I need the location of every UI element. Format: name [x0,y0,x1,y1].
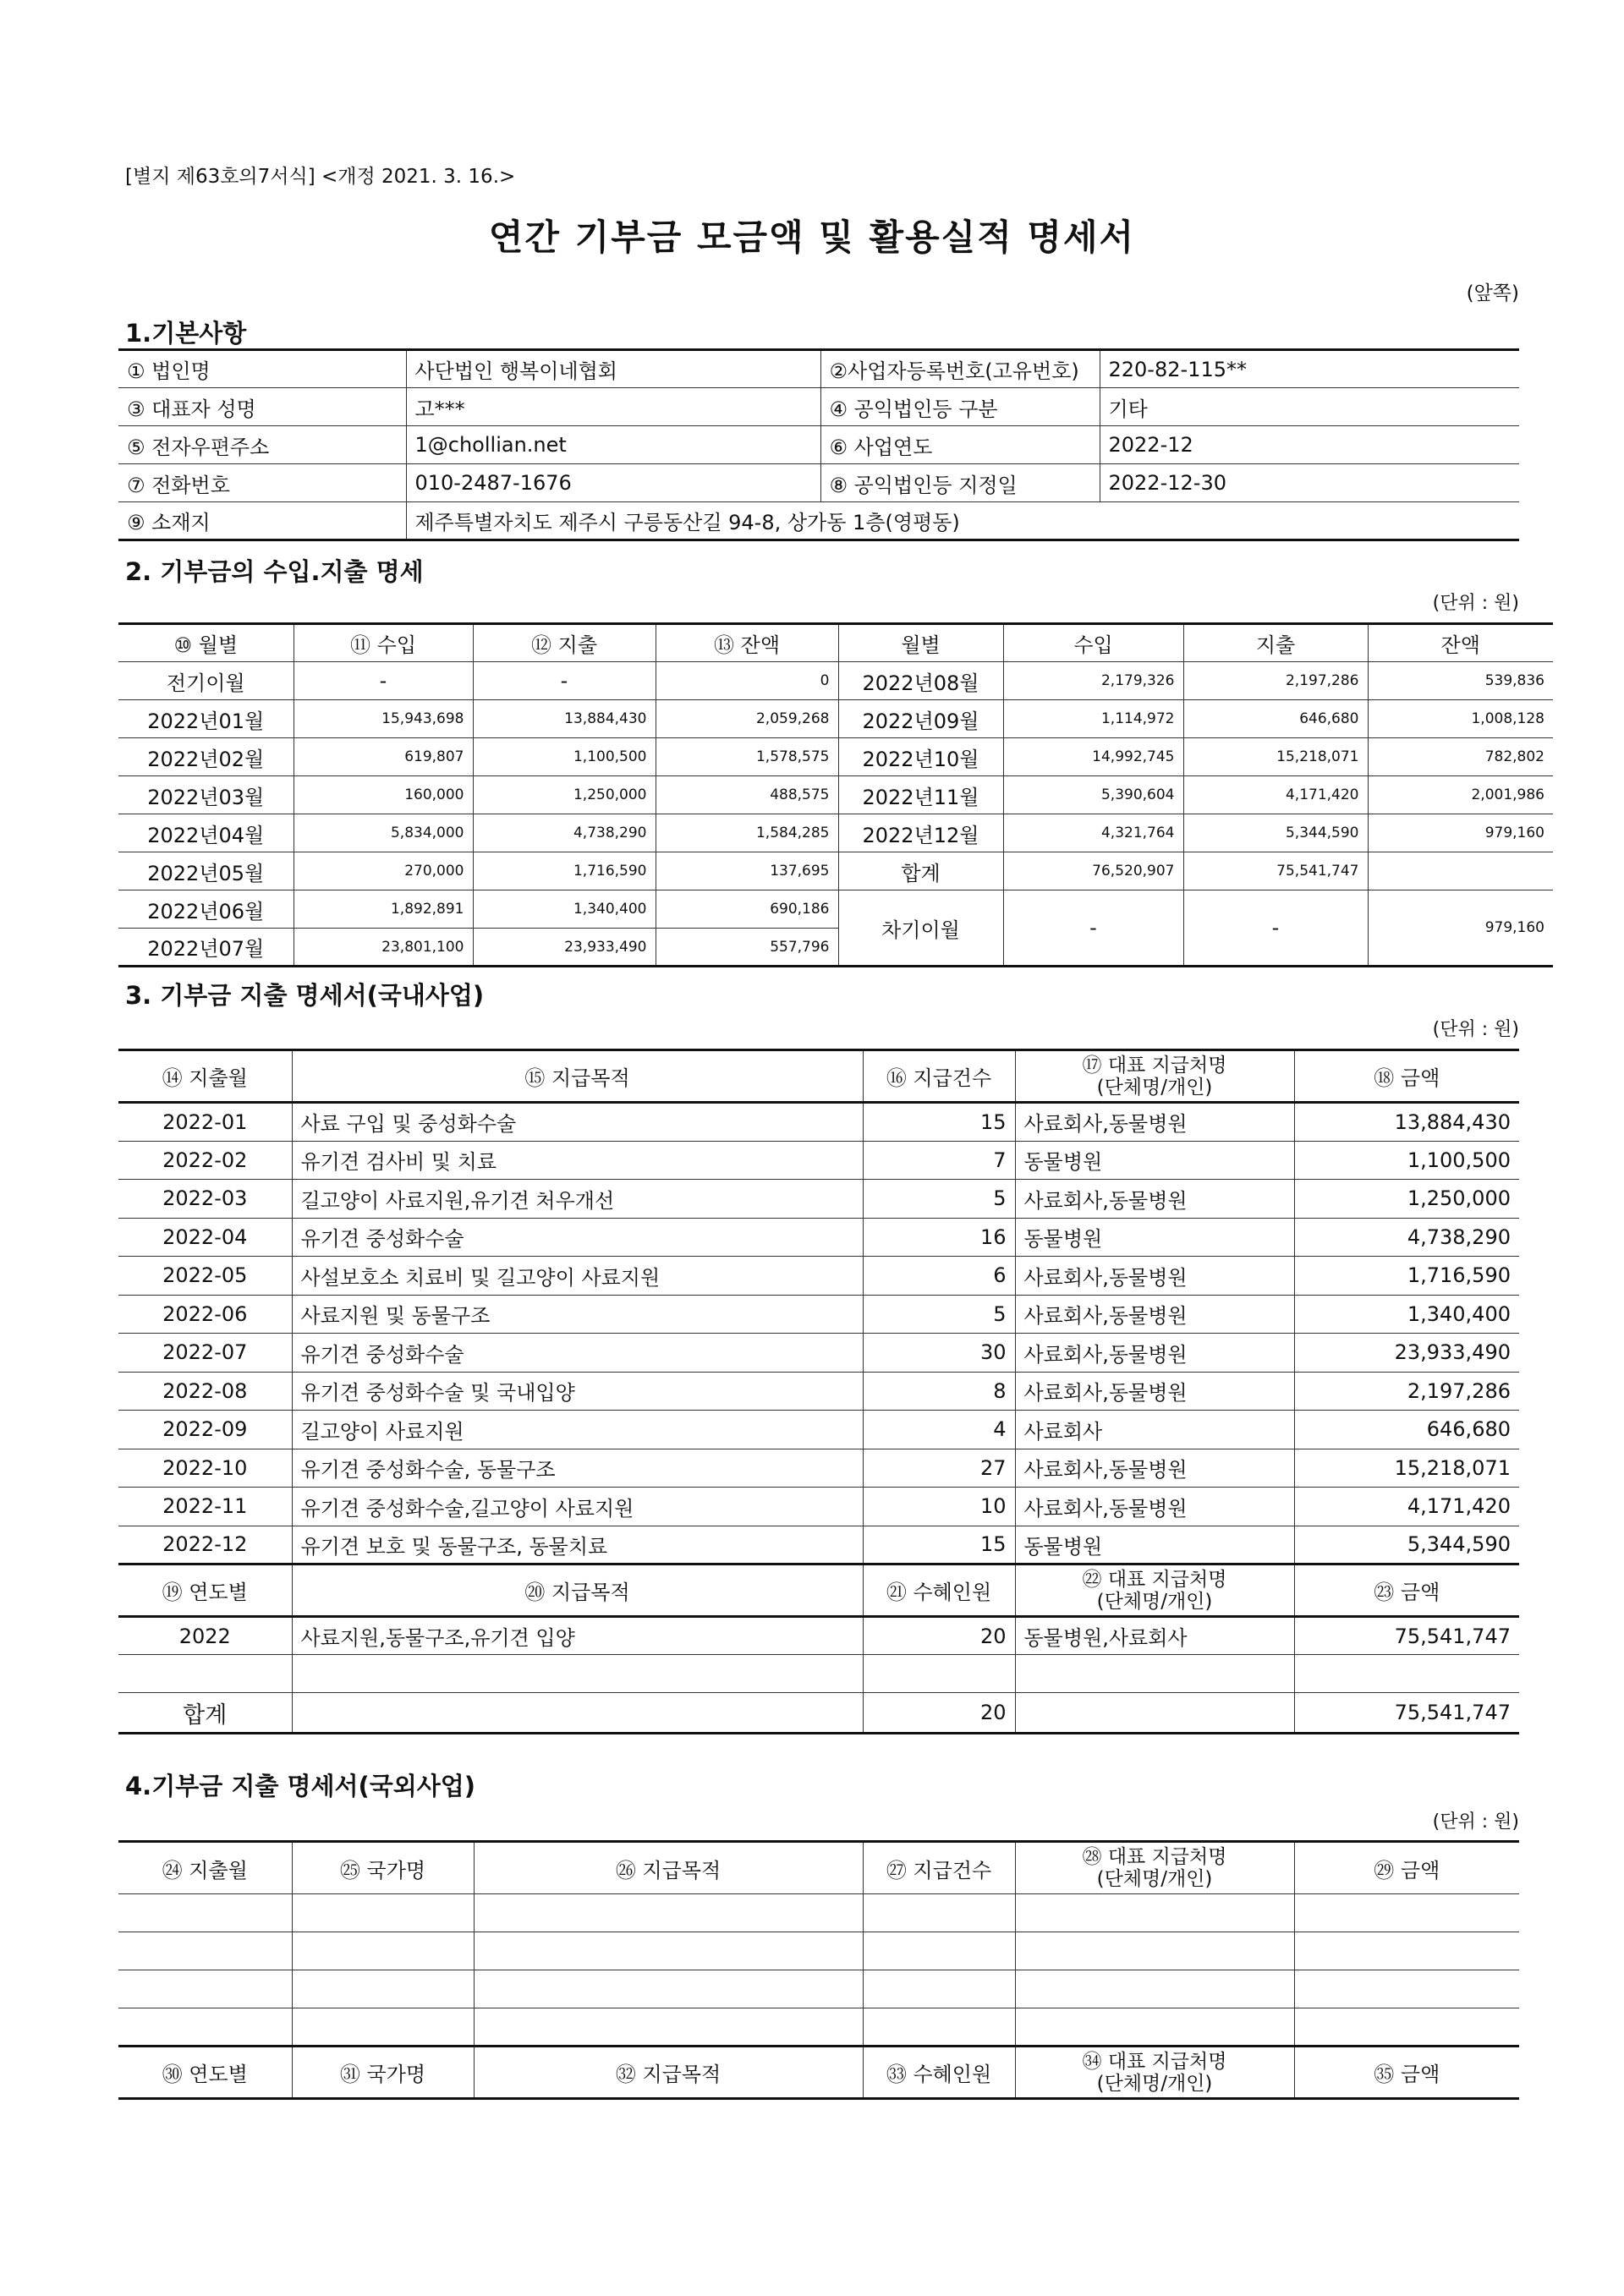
column-header: ⑬ 잔액 [656,624,838,662]
purpose-cell: 사료지원,동물구조,유기견 입양 [292,1617,863,1655]
overseas-expense-table [118,1840,1519,2100]
carry-income: - [1003,890,1183,967]
empty-cell [1294,1970,1519,2008]
empty-cell [118,1655,292,1693]
income-cell: 619,807 [294,738,473,776]
amount-cell: 646,680 [1294,1411,1519,1449]
empty-cell [1015,1655,1294,1693]
month-cell: 2022-10 [118,1449,292,1488]
recipient-cell: 사료회사 [1015,1411,1294,1449]
purpose-cell: 길고양이 사료지원,유기견 처우개선 [292,1180,863,1219]
count-cell: 6 [863,1257,1015,1296]
expense-cell: 1,250,000 [473,776,656,814]
purpose-cell: 유기견 중성화수술 [292,1334,863,1373]
column-header: ㉝ 수혜인원 [863,2047,1015,2099]
recipient-cell: 사료회사,동물병원 [1015,1449,1294,1488]
column-header: ㉜ 지급목적 [474,2047,863,2099]
balance-cell: 782,802 [1368,738,1553,776]
month-cell: 2022-01 [118,1103,292,1142]
column-header: ⑭ 지출월 [118,1050,292,1103]
income-expense-table [118,622,1553,967]
empty-cell [1015,1894,1294,1932]
purpose-cell: 유기견 중성화수술 [292,1218,863,1257]
empty-cell [474,1932,863,1970]
recipient-cell: 사료회사,동물병원 [1015,1257,1294,1296]
empty-cell [1015,2008,1294,2047]
month-cell: 전기이월 [118,662,294,700]
column-header-recipient [1015,1842,1294,1894]
purpose-cell: 사설보호소 치료비 및 길고양이 사료지원 [292,1257,863,1296]
purpose-cell: 유기견 검사비 및 치료 [292,1141,863,1180]
count-cell: 8 [863,1372,1015,1411]
month-cell: 2022-07 [118,1334,292,1373]
month-cell: 2022-04 [118,1218,292,1257]
amount-cell: 5,344,590 [1294,1526,1519,1564]
income-cell: 14,992,745 [1003,738,1183,776]
total-label: 합계 [118,1693,292,1734]
empty-cell [118,1970,292,2008]
info-value: 1@chollian.net [406,426,820,464]
empty-cell [292,1655,863,1693]
balance-cell: 488,575 [656,776,838,814]
column-header-recipient-line2: (단체명/개인) [1096,1076,1213,1099]
carry-balance: 979,160 [1368,890,1553,967]
expense-cell: 5,344,590 [1183,814,1368,852]
month-cell: 2022년07월 [118,929,294,967]
info-value: 사단법인 행복이네협회 [406,350,820,388]
amount-cell: 1,716,590 [1294,1257,1519,1296]
count-cell: 30 [863,1334,1015,1373]
count-cell: 20 [863,1617,1015,1655]
total-count: 20 [863,1693,1015,1734]
purpose-cell: 유기견 중성화수술, 동물구조 [292,1449,863,1488]
purpose-cell: 유기견 중성화수술,길고양이 사료지원 [292,1488,863,1526]
recipient-cell: 사료회사,동물병원 [1015,1488,1294,1526]
table-header-row [118,1842,1519,1894]
section3-heading: 3. 기부금 지출 명세서(국내사업) [125,981,485,1010]
column-header: ⑩ 월별 [118,624,294,662]
balance-cell: 137,695 [656,852,838,890]
section2-heading: 2. 기부금의 수입.지출 명세 [125,557,424,586]
address-row [118,502,1519,540]
month-cell: 2022년12월 [838,814,1003,852]
address-value: 제주특별자치도 제주시 구릉동산길 94-8, 상가동 1층(영평동) [406,502,1519,540]
total-empty-cell [292,1693,863,1734]
count-cell: 7 [863,1141,1015,1180]
table-row [118,814,1553,852]
table-row [118,776,1553,814]
total-row [118,1693,1519,1734]
month-cell: 2022년09월 [838,700,1003,738]
purpose-cell: 유기견 중성화수술 및 국내입양 [292,1372,863,1411]
empty-cell [474,2008,863,2047]
amount-cell: 13,884,430 [1294,1103,1519,1142]
expense-cell: 646,680 [1183,700,1368,738]
month-cell: 2022년06월 [118,890,294,929]
recipient-cell: 사료회사,동물병원 [1015,1180,1294,1219]
expense-cell: 23,933,490 [473,929,656,967]
month-cell: 2022년03월 [118,776,294,814]
column-header: ㉑ 수혜인원 [863,1564,1015,1617]
column-header-recipient-line1: ㉘ 대표 지급처명 [1082,1846,1227,1868]
empty-cell [474,1970,863,2008]
table-row [118,738,1553,776]
purpose-cell: 유기견 보호 및 동물구조, 동물치료 [292,1526,863,1564]
income-cell: 270,000 [294,852,473,890]
empty-cell [1015,1932,1294,1970]
amount-cell: 23,933,490 [1294,1334,1519,1373]
table-row [118,1449,1519,1488]
amount-cell: 1,250,000 [1294,1180,1519,1219]
empty-row [118,1655,1519,1693]
empty-row [118,2008,1519,2047]
info-row [118,426,1519,464]
table-row [118,1372,1519,1411]
table-header-row [118,1050,1519,1103]
month-cell: 2022-08 [118,1372,292,1411]
month-cell: 2022-12 [118,1526,292,1564]
expense-cell: - [473,662,656,700]
expense-cell: 13,884,430 [473,700,656,738]
yearly-row [118,1617,1519,1655]
income-cell: 160,000 [294,776,473,814]
expense-cell: 1,100,500 [473,738,656,776]
info-label: ① 법인명 [118,350,406,388]
column-header-recipient-line1: ⑰ 대표 지급처명 [1082,1054,1227,1077]
expense-cell: 1,340,400 [473,890,656,929]
info-value: 2022-12-30 [1100,464,1519,502]
empty-cell [863,1970,1015,2008]
section3-unit: (단위 : 원) [1432,1019,1519,1040]
info-label: ④ 공익법인등 구분 [820,388,1100,426]
section4-unit: (단위 : 원) [1432,1811,1519,1833]
section4-heading: 4.기부금 지출 명세서(국외사업) [125,1772,476,1800]
empty-cell [1294,1655,1519,1693]
income-cell: 5,390,604 [1003,776,1183,814]
amount-cell: 1,340,400 [1294,1295,1519,1334]
count-cell: 5 [863,1180,1015,1219]
empty-cell [118,1894,292,1932]
income-cell: 76,520,907 [1003,852,1183,890]
income-cell: 1,892,891 [294,890,473,929]
balance-cell: 1,008,128 [1368,700,1553,738]
table-row [118,852,1553,890]
column-header-recipient-line1: ㉞ 대표 지급처명 [1082,2050,1227,2073]
income-cell: 2,179,326 [1003,662,1183,700]
balance-cell: 1,578,575 [656,738,838,776]
income-cell: - [294,662,473,700]
column-header: ㉙ 금액 [1294,1842,1519,1894]
balance-cell: 539,836 [1368,662,1553,700]
recipient-cell: 사료회사,동물병원 [1015,1103,1294,1142]
column-header: 수입 [1003,624,1183,662]
column-header: ㉔ 지출월 [118,1842,292,1894]
empty-row [118,1894,1519,1932]
recipient-cell: 동물병원 [1015,1526,1294,1564]
month-cell: 2022년08월 [838,662,1003,700]
empty-cell [292,1970,474,2008]
empty-cell [292,1932,474,1970]
info-value: 2022-12 [1100,426,1519,464]
month-cell: 2022-06 [118,1295,292,1334]
balance-cell: 2,001,986 [1368,776,1553,814]
column-header-recipient-line2: (단체명/개인) [1096,1590,1213,1613]
info-label: ⑤ 전자우편주소 [118,426,406,464]
count-cell: 15 [863,1526,1015,1564]
form-note: [별지 제63호의7서식] <개정 2021. 3. 16.> [125,166,516,188]
month-cell: 2022-09 [118,1411,292,1449]
info-row [118,464,1519,502]
table-row [118,1141,1519,1180]
total-amount: 75,541,747 [1294,1693,1519,1734]
count-cell: 10 [863,1488,1015,1526]
column-header: ㉓ 금액 [1294,1564,1519,1617]
month-cell: 2022년11월 [838,776,1003,814]
amount-cell: 15,218,071 [1294,1449,1519,1488]
recipient-cell: 동물병원 [1015,1141,1294,1180]
total-empty-cell [1015,1693,1294,1734]
recipient-cell: 동물병원,사료회사 [1015,1617,1294,1655]
amount-cell: 4,171,420 [1294,1488,1519,1526]
balance-cell: 0 [656,662,838,700]
info-label: ②사업자등록번호(고유번호) [820,350,1100,388]
month-cell: 2022년10월 [838,738,1003,776]
balance-cell: 979,160 [1368,814,1553,852]
table-row [118,1257,1519,1296]
column-header-recipient-line2: (단체명/개인) [1096,1868,1213,1890]
amount-cell: 75,541,747 [1294,1617,1519,1655]
count-cell: 5 [863,1295,1015,1334]
expense-cell: 75,541,747 [1183,852,1368,890]
column-header: ⑱ 금액 [1294,1050,1519,1103]
table-row [118,1488,1519,1526]
year-cell: 2022 [118,1617,292,1655]
column-header: ㉗ 지급건수 [863,1842,1015,1894]
carry-label: 차기이월 [838,890,1003,967]
balance-cell: 1,584,285 [656,814,838,852]
expense-cell: 4,738,290 [473,814,656,852]
count-cell: 27 [863,1449,1015,1488]
column-header: 잔액 [1368,624,1553,662]
column-header: ㉖ 지급목적 [474,1842,863,1894]
purpose-cell: 사료 구입 및 중성화수술 [292,1103,863,1142]
column-header: 월별 [838,624,1003,662]
column-header-recipient-line1: ㉒ 대표 지급처명 [1082,1568,1227,1591]
income-cell: 5,834,000 [294,814,473,852]
month-cell: 2022-11 [118,1488,292,1526]
table-row [118,1334,1519,1373]
carry-expense: - [1183,890,1368,967]
month-cell: 2022년05월 [118,852,294,890]
income-cell: 15,943,698 [294,700,473,738]
empty-cell [1294,1932,1519,1970]
month-cell: 2022년02월 [118,738,294,776]
recipient-cell: 사료회사,동물병원 [1015,1372,1294,1411]
column-header: ⑯ 지급건수 [863,1050,1015,1103]
info-label: ⑦ 전화번호 [118,464,406,502]
table-header-row-yearly [118,2047,1519,2099]
empty-cell [1294,2008,1519,2047]
column-header: ⑪ 수입 [294,624,473,662]
count-cell: 15 [863,1103,1015,1142]
recipient-cell: 동물병원 [1015,1218,1294,1257]
column-header: ㉕ 국가명 [292,1842,474,1894]
empty-cell [292,1894,474,1932]
basic-info-table [118,348,1519,541]
income-cell: 23,801,100 [294,929,473,967]
column-header: ㉚ 연도별 [118,2047,292,2099]
table-row [118,890,1553,929]
recipient-cell: 사료회사,동물병원 [1015,1334,1294,1373]
empty-row [118,1970,1519,2008]
amount-cell: 1,100,500 [1294,1141,1519,1180]
table-row [118,1411,1519,1449]
expense-cell: 15,218,071 [1183,738,1368,776]
table-row [118,1180,1519,1219]
count-cell: 4 [863,1411,1015,1449]
balance-cell [1368,852,1553,890]
page-title: 연간 기부금 모금액 및 활용실적 명세서 [488,216,1136,258]
table-row [118,700,1553,738]
table-row [118,1526,1519,1564]
address-label: ⑨ 소재지 [118,502,406,540]
column-header-recipient [1015,1050,1294,1103]
month-cell: 2022년01월 [118,700,294,738]
month-cell: 2022년04월 [118,814,294,852]
column-header: ⑲ 연도별 [118,1564,292,1617]
balance-cell: 557,796 [656,929,838,967]
empty-cell [474,1894,863,1932]
expense-cell: 4,171,420 [1183,776,1368,814]
month-cell: 합계 [838,852,1003,890]
empty-cell [118,2008,292,2047]
empty-cell [118,1932,292,1970]
month-cell: 2022-02 [118,1141,292,1180]
balance-cell: 2,059,268 [656,700,838,738]
info-label: ⑧ 공익법인등 지정일 [820,464,1100,502]
page-side-label: (앞쪽) [1466,282,1519,304]
table-row [118,662,1553,700]
empty-cell [1294,1894,1519,1932]
column-header-recipient [1015,1564,1294,1617]
column-header: ⑮ 지급목적 [292,1050,863,1103]
purpose-cell: 길고양이 사료지원 [292,1411,863,1449]
domestic-expense-table [118,1049,1519,1734]
info-label: ⑥ 사업연도 [820,426,1100,464]
empty-cell [292,2008,474,2047]
recipient-cell: 사료회사,동물병원 [1015,1295,1294,1334]
info-value: 고*** [406,388,820,426]
expense-cell: 2,197,286 [1183,662,1368,700]
section1-heading: 1.기본사항 [125,319,247,348]
empty-row [118,1932,1519,1970]
purpose-cell: 사료지원 및 동물구조 [292,1295,863,1334]
empty-cell [1015,1970,1294,2008]
info-value: 220-82-115** [1100,350,1519,388]
column-header-recipient [1015,2047,1294,2099]
info-row [118,388,1519,426]
column-header: ㉛ 국가명 [292,2047,474,2099]
info-label: ③ 대표자 성명 [118,388,406,426]
info-value: 기타 [1100,388,1519,426]
empty-cell [863,1932,1015,1970]
month-cell: 2022-03 [118,1180,292,1219]
amount-cell: 4,738,290 [1294,1218,1519,1257]
month-cell: 2022-05 [118,1257,292,1296]
empty-cell [863,1894,1015,1932]
column-header: 지출 [1183,624,1368,662]
column-header: ㉟ 금액 [1294,2047,1519,2099]
info-value: 010-2487-1676 [406,464,820,502]
amount-cell: 2,197,286 [1294,1372,1519,1411]
empty-cell [863,2008,1015,2047]
column-header: ⑳ 지급목적 [292,1564,863,1617]
balance-cell: 690,186 [656,890,838,929]
info-row [118,350,1519,388]
income-cell: 1,114,972 [1003,700,1183,738]
count-cell: 16 [863,1218,1015,1257]
table-row [118,1103,1519,1142]
table-header-row [118,624,1553,662]
empty-cell [863,1655,1015,1693]
table-row [118,1218,1519,1257]
expense-cell: 1,716,590 [473,852,656,890]
table-row [118,1295,1519,1334]
column-header-recipient-line2: (단체명/개인) [1096,2072,1213,2095]
section2-unit: (단위 : 원) [1432,593,1519,614]
column-header: ⑫ 지출 [473,624,656,662]
income-cell: 4,321,764 [1003,814,1183,852]
table-header-row-yearly [118,1564,1519,1617]
